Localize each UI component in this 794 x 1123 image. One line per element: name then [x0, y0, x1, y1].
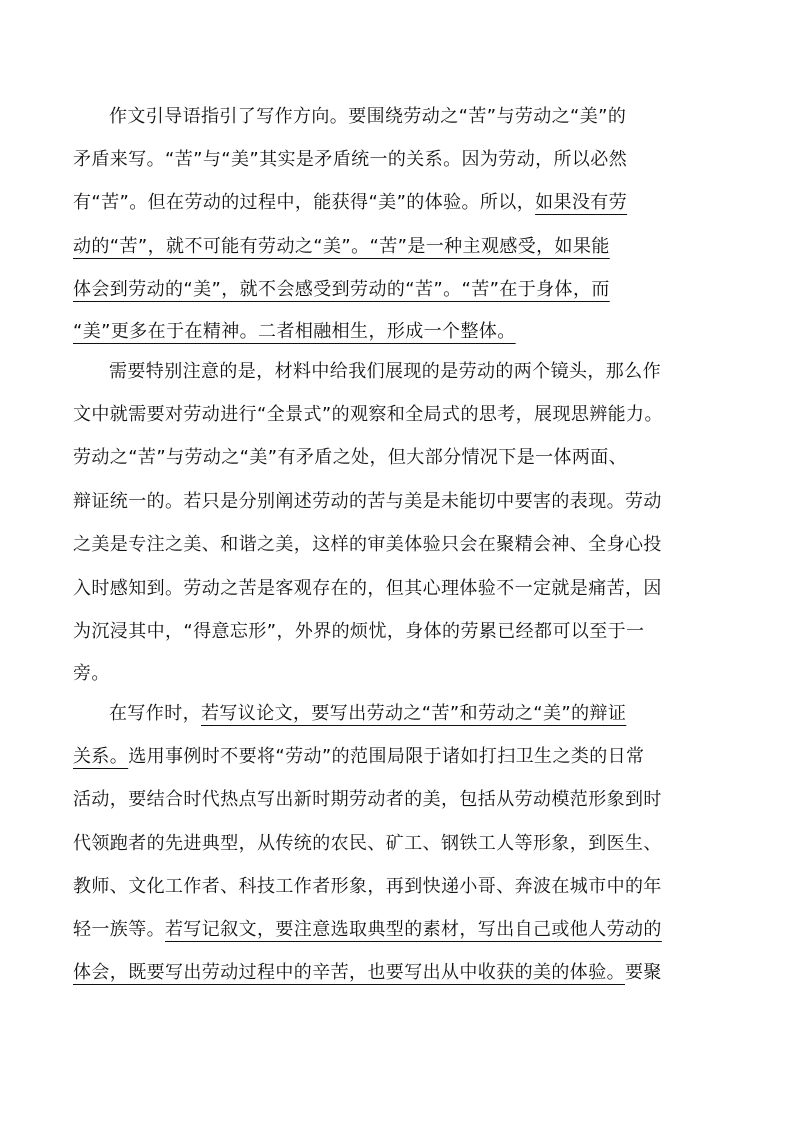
text-segment: 轻一族等。: [73, 919, 165, 940]
text-segment: 作文引导语指引了写作方向。要围绕劳动之“苦”与劳动之“美”的: [109, 106, 627, 127]
paragraph-3-line-2: [73, 742, 644, 772]
paragraph-2-line-7: [73, 617, 644, 647]
text-segment: 入时感知到。劳动之苦是客观存在的，但其心理体验不一定就是痛苦，因: [73, 578, 662, 599]
underlined-text: 关系。: [73, 746, 129, 767]
text-segment: 需要特别注意的是，材料中给我们展现的是劳动的两个镜头，那么作: [109, 361, 661, 382]
paragraph-3-line-6: [73, 915, 662, 945]
text-segment: 旁。: [73, 663, 110, 684]
paragraph-1-line-5: [73, 275, 610, 305]
text-segment: 文中就需要对劳动进行“全景式”的观察和全局式的思考，展现思辨能力。: [73, 404, 663, 425]
paragraph-1-line-3: [73, 188, 627, 218]
text-segment: 选用事例时不要将“劳动”的范围局限于诸如打扫卫生之类的日常: [128, 746, 645, 767]
paragraph-2-line-8: [73, 659, 110, 689]
paragraph-2-line-5: [73, 530, 662, 560]
text-segment: 劳动之“苦”与劳动之“美”有矛盾之处，但大部分情况下是一体两面、: [73, 447, 628, 468]
paragraph-2-line-4: [73, 487, 662, 517]
paragraph-2-line-2: [73, 400, 663, 430]
underlined-text: 体会到劳动的“美”，就不会感受到劳动的“苦”。“苦”在于身体，而: [73, 279, 610, 300]
text-segment: 有“苦”。但在劳动的过程中，能获得“美”的体验。所以，: [73, 192, 536, 213]
paragraph-3-line-4: [73, 829, 662, 859]
paragraph-2-line-1: [109, 357, 661, 387]
underlined-text: 若写记叙文，要注意选取典型的素材，写出自己或他人劳动的: [165, 919, 662, 940]
paragraph-2-line-6: [73, 574, 662, 604]
paragraph-1-line-4: [73, 232, 610, 262]
underlined-text: “美”更多在于在精神。二者相融相生，形成一个整体。: [73, 321, 516, 342]
underlined-text: 如果没有劳: [535, 192, 628, 213]
paragraph-3-line-7: [73, 958, 662, 988]
underlined-text: 若写议论文，要写出劳动之“苦”和劳动之“美”的辩证: [201, 703, 627, 724]
text-segment: 在写作时，: [109, 703, 201, 724]
underlined-text: 体会，既要写出劳动过程中的辛苦，也要写出从中收获的美的体验。: [73, 962, 625, 983]
text-segment: 要聚: [625, 962, 662, 983]
underlined-text: 动的“苦”，就不可能有劳动之“美”。“苦”是一种主观感受，如果能: [73, 236, 610, 257]
paragraph-3-line-3: [73, 785, 662, 815]
text-segment: 矛盾来写。“苦”与“美”其实是矛盾统一的关系。因为劳动，所以必然: [73, 149, 628, 170]
text-segment: 活动，要结合时代热点写出新时期劳动者的美，包括从劳动模范形象到时: [73, 789, 662, 810]
text-segment: 代领跑者的先进典型，从传统的农民、矿工、钢铁工人等形象，到医生、: [73, 833, 662, 854]
text-segment: 辩证统一的。若只是分别阐述劳动的苦与美是未能切中要害的表现。劳动: [73, 491, 662, 512]
paragraph-3-line-5: [73, 872, 662, 902]
paragraph-1-line-1: [109, 102, 626, 132]
text-segment: 教师、文化工作者、科技工作者形象，再到快递小哥、奔波在城市中的年: [73, 876, 662, 897]
paragraph-1-line-2: [73, 145, 627, 175]
paragraph-2-line-3: [73, 443, 627, 473]
paragraph-3-line-1: [109, 699, 626, 729]
text-segment: 为沉浸其中，“得意忘形”，外界的烦忧，身体的劳累已经都可以至于一: [73, 621, 645, 642]
paragraph-1-line-6: [73, 317, 516, 347]
text-segment: 之美是专注之美、和谐之美，这样的审美体验只会在聚精会神、全身心投: [73, 534, 662, 555]
